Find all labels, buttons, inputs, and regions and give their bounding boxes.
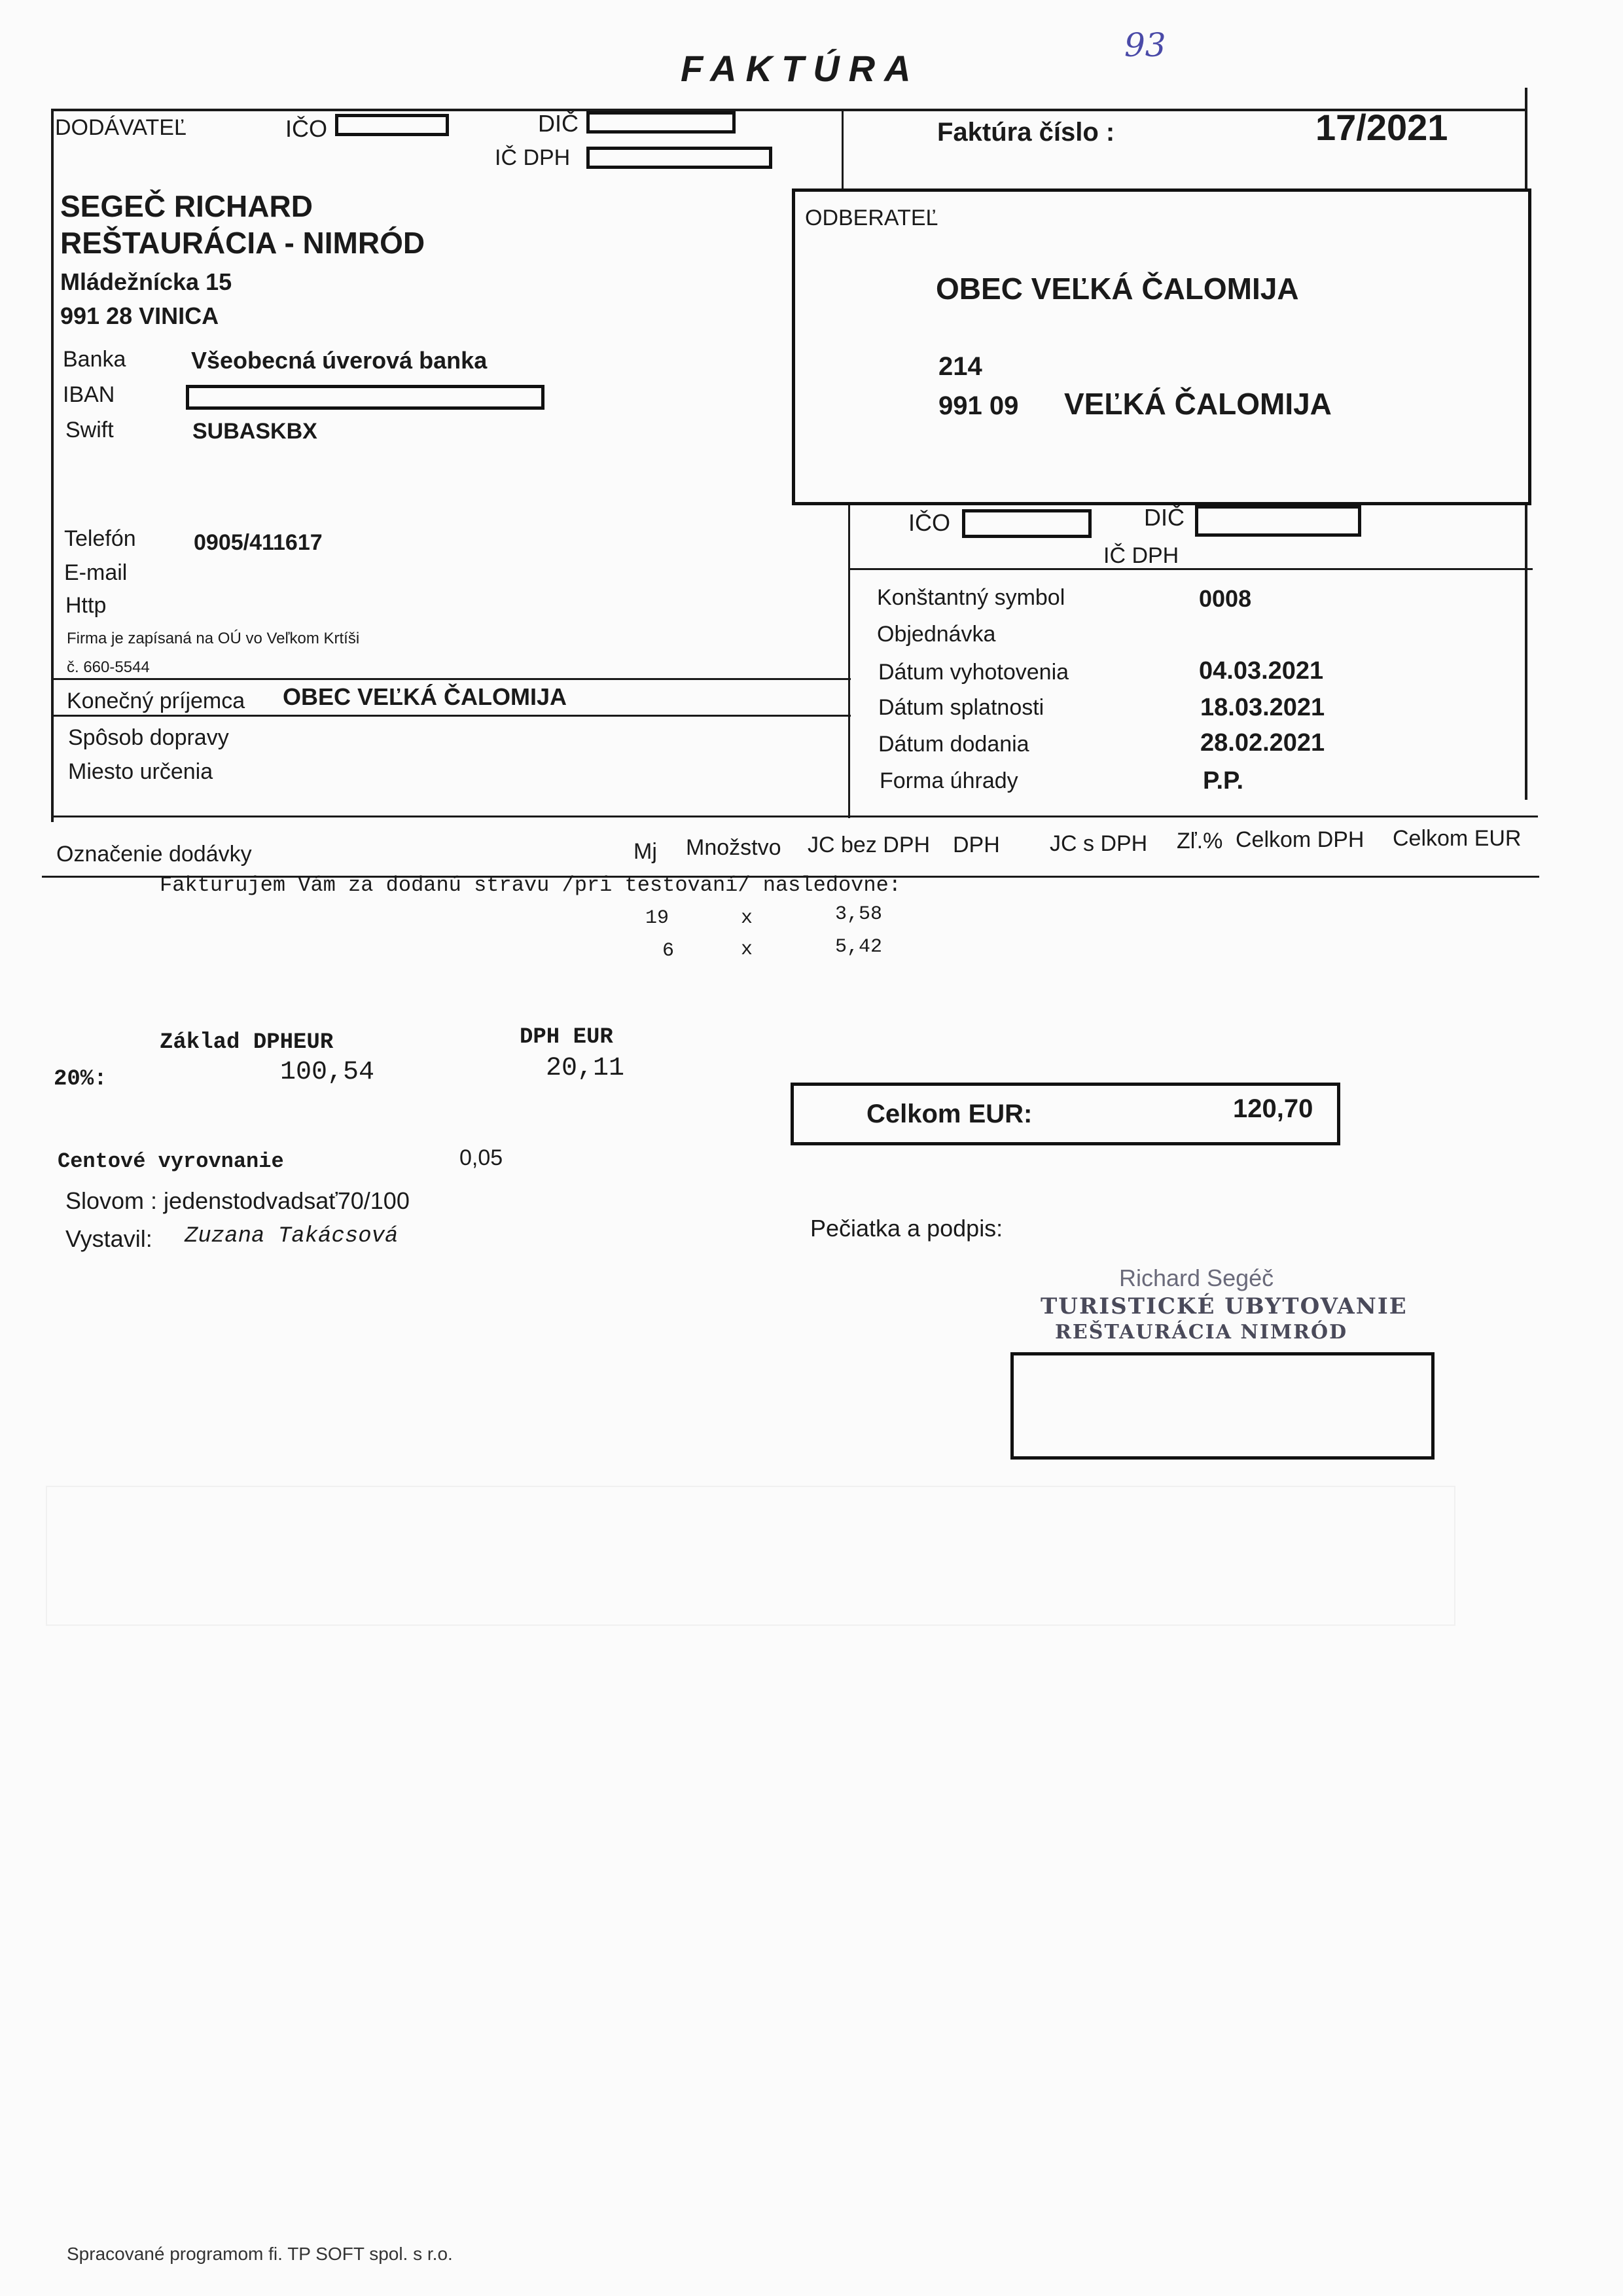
customer-dic-label: DIČ xyxy=(1144,504,1185,531)
destination-label: Miesto určenia xyxy=(68,759,213,784)
item-qty: 6 xyxy=(662,940,675,962)
customer-city: VEĽKÁ ČALOMIJA xyxy=(1064,387,1332,421)
rounding-value: 0,05 xyxy=(459,1145,503,1170)
customer-ic-dph-label: IČ DPH xyxy=(1103,543,1179,568)
payment-label: Forma úhrady xyxy=(880,768,1018,793)
supplier-name: SEGEČ RICHARD xyxy=(60,189,313,223)
payment-value: P.P. xyxy=(1203,767,1244,795)
issued-by-label: Vystavil: xyxy=(65,1225,152,1252)
registry-number: č. 660-5544 xyxy=(67,658,150,676)
supplier-ic-dph-label: IČ DPH xyxy=(495,145,571,170)
col-vat-rate: Zľ.% xyxy=(1177,829,1223,853)
vat-rate: 20%: xyxy=(54,1067,107,1092)
col-unit-price-net: JC bez DPH xyxy=(808,833,931,857)
swift-value: SUBASKBX xyxy=(192,419,317,444)
redacted-ico xyxy=(335,114,449,136)
phone-label: Telefón xyxy=(64,526,136,551)
faint-bleed-through-area xyxy=(46,1486,1455,1626)
item-price: 3,58 xyxy=(835,903,883,925)
bank-value: Všeobecná úverová banka xyxy=(191,347,488,374)
redacted-stamp xyxy=(1010,1352,1435,1460)
registry-note: Firma je zapísaná na OÚ vo Veľkom Krtíši xyxy=(67,630,360,647)
col-quantity: Množstvo xyxy=(686,835,781,860)
col-unit: Mj xyxy=(633,839,657,864)
stamp-line-1: TURISTICKÉ UBYTOVANIE xyxy=(1041,1293,1408,1319)
final-recipient-label: Konečný príjemca xyxy=(67,689,245,713)
item-qty: 19 xyxy=(645,907,669,929)
const-symbol-value: 0008 xyxy=(1199,585,1252,612)
customer-ico-label: IČO xyxy=(908,509,951,536)
vat-base-value: 100,54 xyxy=(280,1058,375,1087)
vat-amount-value: 20,11 xyxy=(546,1054,625,1083)
customer-zip: 991 09 xyxy=(938,391,1019,420)
supplier-city: 991 28 VINICA xyxy=(60,302,219,329)
stamp-line-2: REŠTAURÁCIA NIMRÓD xyxy=(1055,1321,1348,1344)
transport-label: Spôsob dopravy xyxy=(68,725,229,750)
col-designation: Označenie dodávky xyxy=(56,842,252,867)
issue-date-label: Dátum vyhotovenia xyxy=(878,660,1069,685)
invoice-number-value: 17/2021 xyxy=(1315,107,1448,148)
customer-box xyxy=(792,188,1531,505)
due-date-label: Dátum splatnosti xyxy=(878,695,1044,720)
vat-amount-label: DPH EUR xyxy=(520,1025,613,1050)
col-total-eur: Celkom EUR xyxy=(1393,826,1522,851)
stamp-signature-label: Pečiatka a podpis: xyxy=(810,1215,1003,1242)
items-description: Fakturujem Vám za dodanú stravu /pri testovaní/ nasledovne: xyxy=(160,873,901,897)
amount-in-words: Slovom : jedenstodvadsať70/100 xyxy=(65,1187,410,1214)
final-recipient-value: OBEC VEĽKÁ ČALOMIJA xyxy=(283,683,567,710)
redacted-customer-ico xyxy=(962,509,1092,538)
email-label: E-mail xyxy=(64,560,128,585)
phone-value: 0905/411617 xyxy=(194,530,323,555)
supplier-heading: DODÁVATEĽ xyxy=(55,115,187,140)
redacted-dic xyxy=(586,111,736,134)
vat-base-label: Základ DPHEUR xyxy=(160,1030,334,1055)
invoice-number-label: Faktúra číslo : xyxy=(937,118,1115,147)
supplier-business-name: REŠTAURÁCIA - NIMRÓD xyxy=(60,226,425,260)
swift-label: Swift xyxy=(65,418,114,442)
issue-date-value: 04.03.2021 xyxy=(1199,657,1324,685)
item-times: x xyxy=(741,939,753,961)
software-footer: Spracované programom fi. TP SOFT spol. s r.o. xyxy=(67,2244,453,2264)
supplier-street: Mládežnícka 15 xyxy=(60,268,232,295)
stamp-signature-name: Richard Segéč xyxy=(1119,1265,1274,1291)
delivery-date-label: Dátum dodania xyxy=(878,732,1029,757)
col-unit-price-gross: JC s DPH xyxy=(1050,831,1148,856)
http-label: Http xyxy=(65,593,107,618)
redacted-customer-dic xyxy=(1195,505,1361,537)
order-label: Objednávka xyxy=(877,622,996,647)
document-title: FAKTÚRA xyxy=(681,48,920,89)
handwritten-page-number: 93 xyxy=(1124,26,1166,64)
supplier-dic-label: DIČ xyxy=(538,110,579,137)
const-symbol-label: Konštantný symbol xyxy=(877,585,1065,610)
item-price: 5,42 xyxy=(835,936,883,958)
total-value: 120,70 xyxy=(1233,1094,1313,1123)
redacted-iban xyxy=(186,385,544,410)
total-label: Celkom EUR: xyxy=(866,1100,1033,1128)
col-vat: DPH xyxy=(953,833,1000,857)
delivery-date-value: 28.02.2021 xyxy=(1200,729,1325,757)
supplier-ico-label: IČO xyxy=(285,115,328,142)
redacted-ic-dph xyxy=(586,147,772,169)
rounding-label: Centové vyrovnanie xyxy=(58,1149,284,1174)
customer-name: OBEC VEĽKÁ ČALOMIJA xyxy=(936,272,1299,306)
issued-by-value: Zuzana Takácsová xyxy=(185,1224,399,1249)
item-times: x xyxy=(741,907,753,929)
bank-label: Banka xyxy=(63,347,126,372)
col-total-vat: Celkom DPH xyxy=(1236,827,1364,852)
due-date-value: 18.03.2021 xyxy=(1200,694,1325,721)
iban-label: IBAN xyxy=(63,382,115,407)
customer-street: 214 xyxy=(938,352,982,381)
customer-heading: ODBERATEĽ xyxy=(805,206,938,230)
